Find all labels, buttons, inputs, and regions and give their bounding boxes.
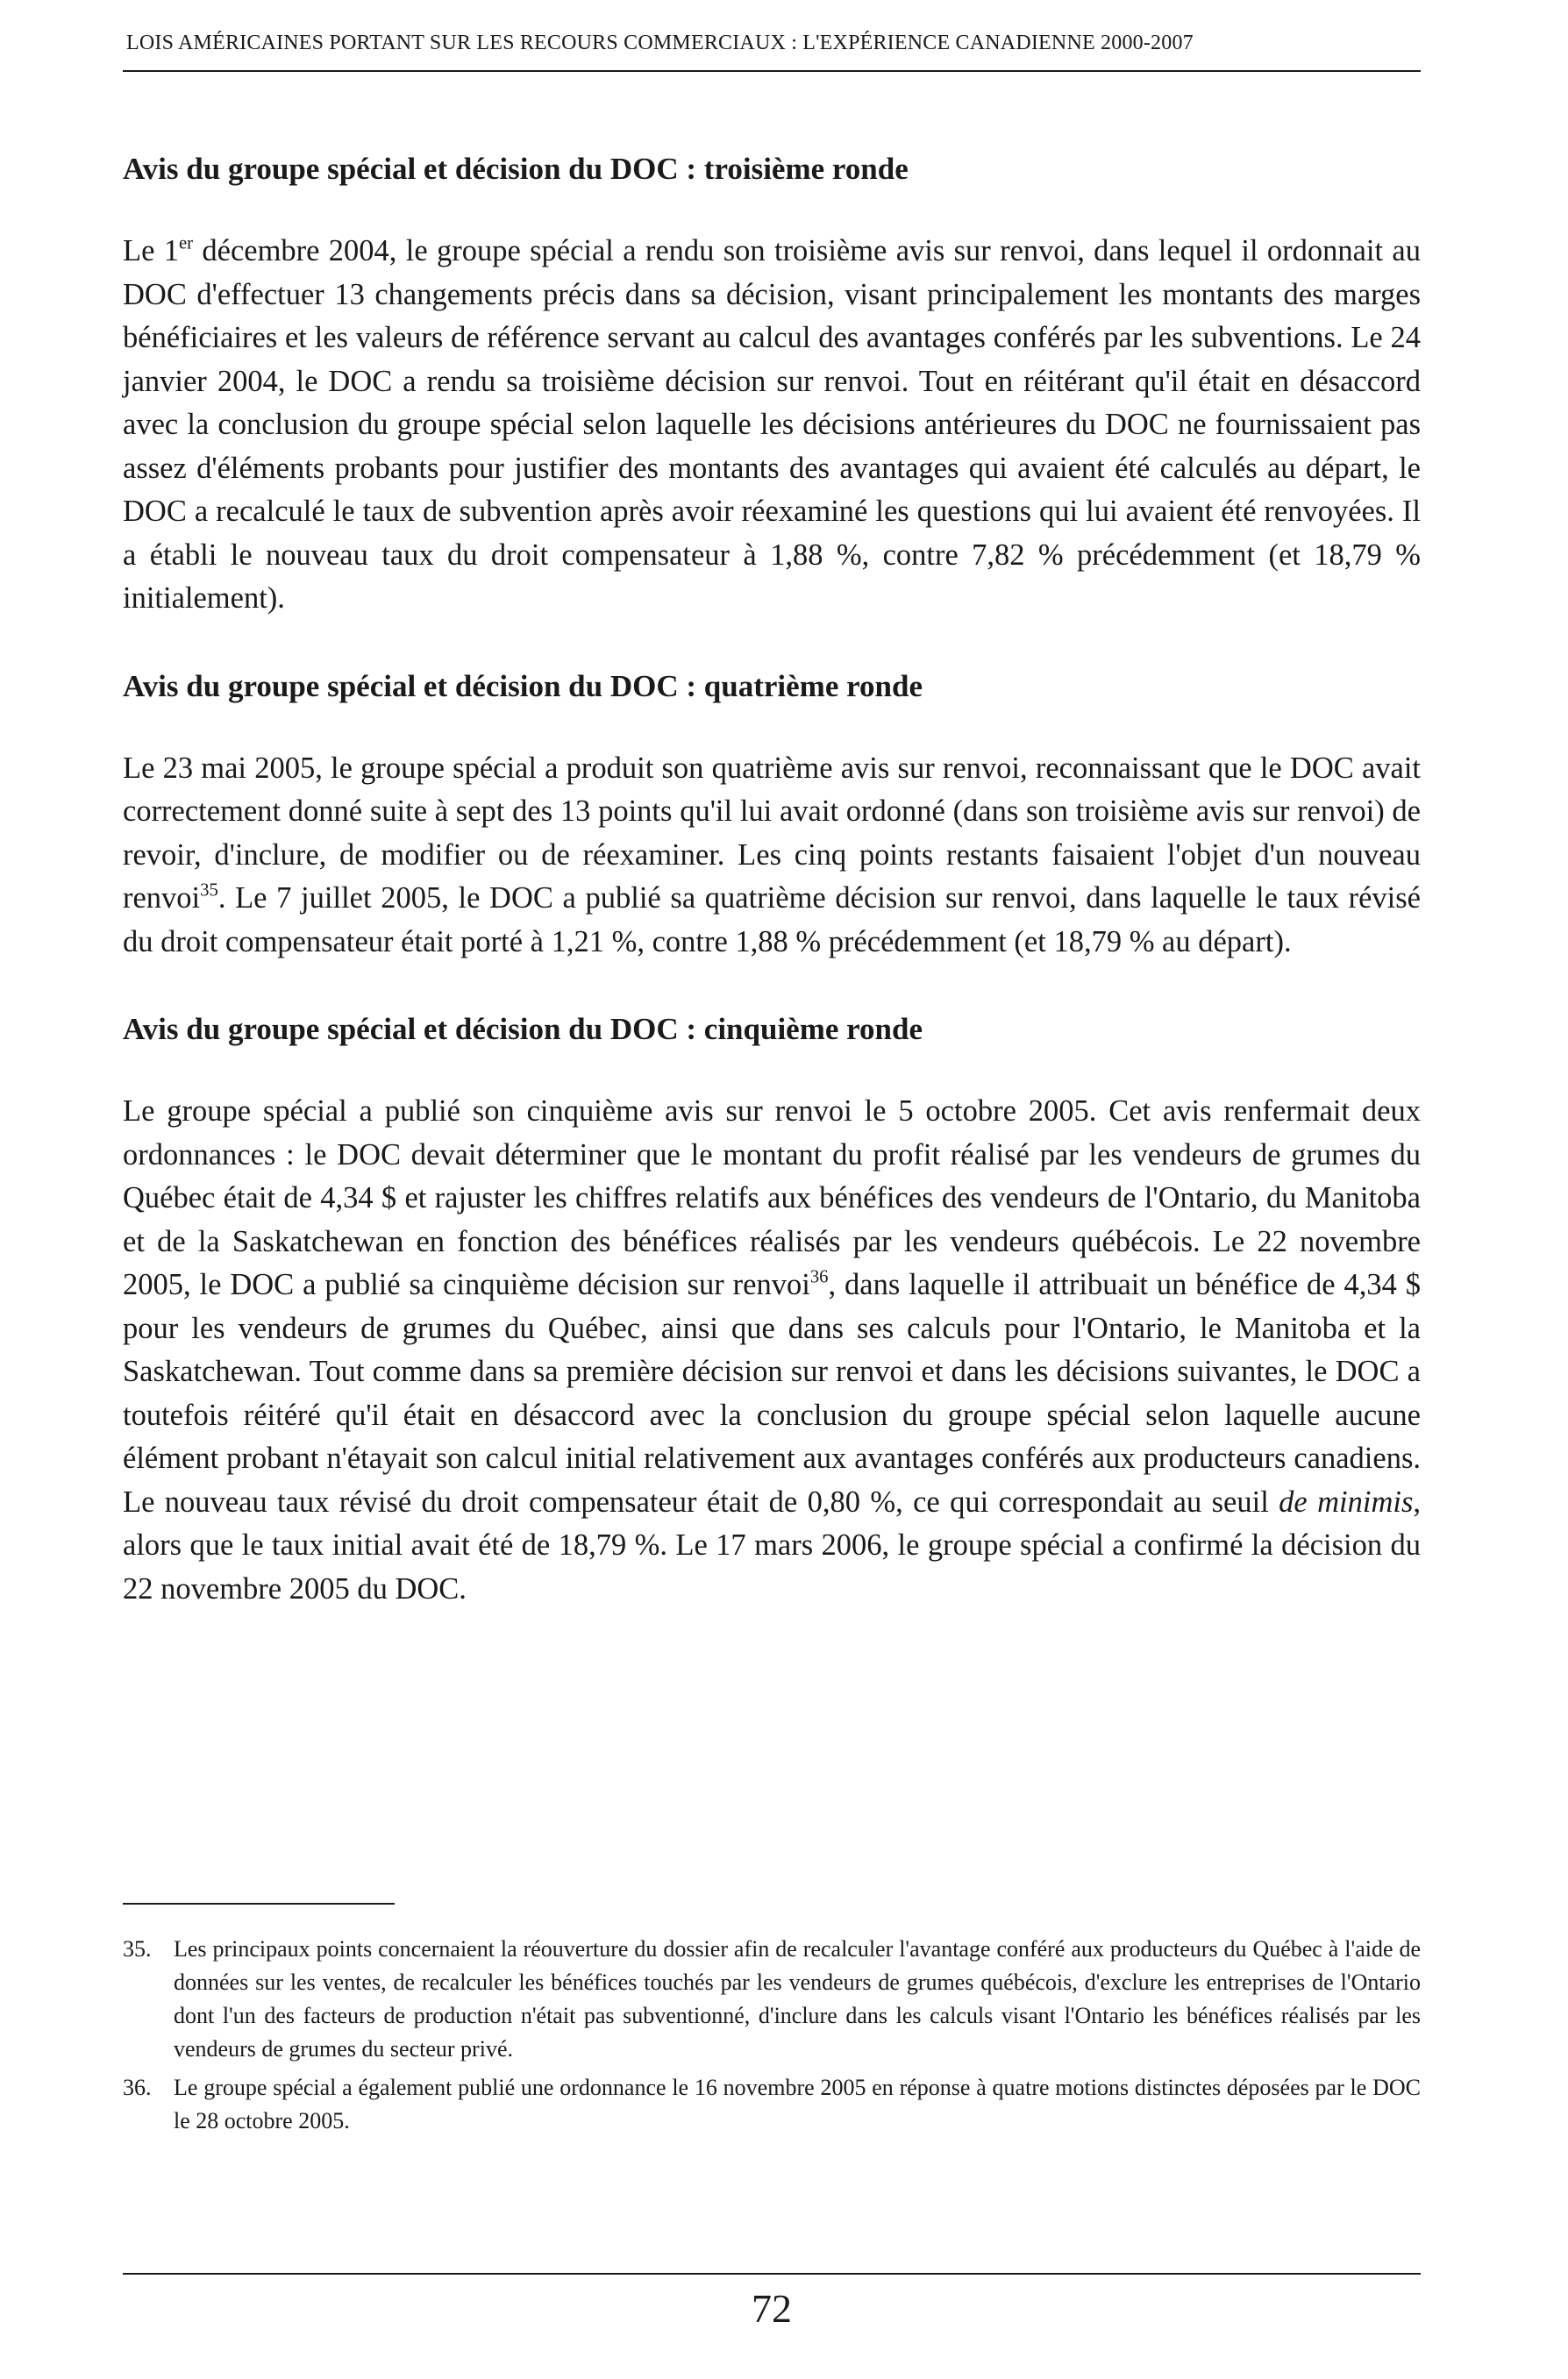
footnote-number: 35.	[123, 1936, 152, 1962]
paragraph-cinquieme	[123, 1090, 1421, 1611]
paragraph-text: Le 23 mai 2005, le groupe spécial a produit son quatrième avis sur renvoi, reconnaissant que le DOC avait correctement donné suite à sept des 13 points qu'il lui avait ordonné (dans son troisième avis sur renvoi) de revoir, d'inclure, de modifier ou de réexaminer. Les cinq points restants faisaient l'objet d'un nouveau renvoi	[123, 751, 1421, 915]
footnote-rule	[123, 1903, 395, 1905]
paragraph-text: . Le 7 juillet 2005, le DOC a publié sa quatrième décision sur renvoi, dans laquelle le taux révisé du droit compensateur était porté à 1,21 %, contre 1,88 % précédemment (et 18,79 % au départ).	[123, 881, 1421, 958]
footnote-ref-36[interactable]: 36	[809, 1267, 829, 1287]
footnotes	[123, 1933, 1421, 2143]
footer-rule	[123, 2273, 1421, 2275]
paragraph-troisieme	[123, 230, 1421, 621]
paragraph-text: , alors que le taux initial avait été de 18,79 %. Le 17 mars 2006, le groupe spécial a confirmé la décision du 22 novembre 2005 du DOC.	[123, 1485, 1421, 1606]
paragraph-text: décembre 2004, le groupe spécial a rendu son troisième avis sur renvoi, dans lequel il ordonnait au DOC d'effectuer 13 changements précis dans sa décision, visant principalement les montants des marges bénéficiaires et les valeurs de référence servant au calcul des avantages conférés par les subventions. Le 24 janvier 2004, le DOC a rendu sa troisième décision sur renvoi. Tout en réitérant qu'il était en désaccord avec la conclusion du groupe spécial selon laquelle les décisions antérieures du DOC ne fournissaient pas assez d'éléments probants pour justifier des montants des avantages qui avaient été calculés au départ, le DOC a recalculé le taux de subvention après avoir réexaminé les questions qui lui avaient été renvoyées. Il a établi le nouveau taux du droit compensateur à 1,88 %, contre 7,82 % précédemment (et 18,79 % initialement).	[123, 234, 1421, 615]
paragraph-quatrieme	[123, 747, 1421, 965]
running-head: LOIS AMÉRICAINES PORTANT SUR LES RECOURS COMMERCIAUX : L'EXPÉRIENCE CANADIENNE 2000-2007	[126, 32, 1194, 54]
section-heading-troisieme: Avis du groupe spécial et décision du DOC : troisième ronde	[123, 152, 909, 186]
main-content	[123, 147, 1421, 1611]
footnote-36	[123, 2071, 1421, 2138]
page-number: 72	[752, 2286, 792, 2331]
footnote-text: Le groupe spécial a également publié une ordonnance le 16 novembre 2005 en réponse à quatre motions distinctes déposées par le DOC le 28 octobre 2005.	[174, 2075, 1421, 2133]
footnote-number: 36.	[123, 2075, 152, 2100]
section-heading-cinquieme: Avis du groupe spécial et décision du DOC : cinquième ronde	[123, 1012, 923, 1046]
paragraph-text: Le groupe spécial a publié son cinquième avis sur renvoi le 5 octobre 2005. Cet avis renfermait deux ordonnances : le DOC devait déterminer que le montant du profit réalisé par les vendeurs de grumes du Québec était de 4,34 $ et rajuster les chiffres relatifs aux bénéfices des vendeurs de l'Ontario, du Manitoba et de la Saskatchewan en fonction des bénéfices réalisés par les vendeurs québécois. Le 22 novembre 2005, le DOC a publié sa cinquième décision sur renvoi	[123, 1094, 1421, 1301]
footnote-text: Les principaux points concernaient la réouverture du dossier afin de recalculer l'avantage conféré aux producteurs du Québec à l'aide de données sur les ventes, de recalculer les bénéfices touchés par les vendeurs de grumes québécois, d'exclure les entreprises de l'Ontario dont l'un des facteurs de production n'était pas subventionné, d'inclure dans les calculs visant l'Ontario les bénéfices réalisés par les vendeurs de grumes du secteur privé.	[174, 1936, 1421, 2062]
paragraph-text: , dans laquelle il attribuait un bénéfice de 4,34 $ pour les vendeurs de grumes du Québec, ainsi que dans ses calculs pour l'Ontario, le Manitoba et la Saskatchewan. Tout comme dans sa première décision sur renvoi et dans les décisions suivantes, le DOC a toutefois réitéré qu'il était en désaccord avec la conclusion du groupe spécial selon laquelle aucune élément probant n'étayait son calcul initial relativement aux avantages conférés aux producteurs canadiens. Le nouveau taux révisé du droit compensateur était de 0,80 %, ce qui correspondait au seuil	[123, 1268, 1421, 1519]
header-rule	[123, 70, 1421, 72]
paragraph-text: Le 1	[123, 234, 179, 267]
section-heading-quatrieme: Avis du groupe spécial et décision du DOC : quatrième ronde	[123, 668, 923, 703]
italic-term: de minimis	[1279, 1485, 1414, 1519]
footnote-ref-35[interactable]: 35	[200, 880, 218, 901]
superscript: er	[178, 233, 194, 253]
footnote-35	[123, 1933, 1421, 2066]
